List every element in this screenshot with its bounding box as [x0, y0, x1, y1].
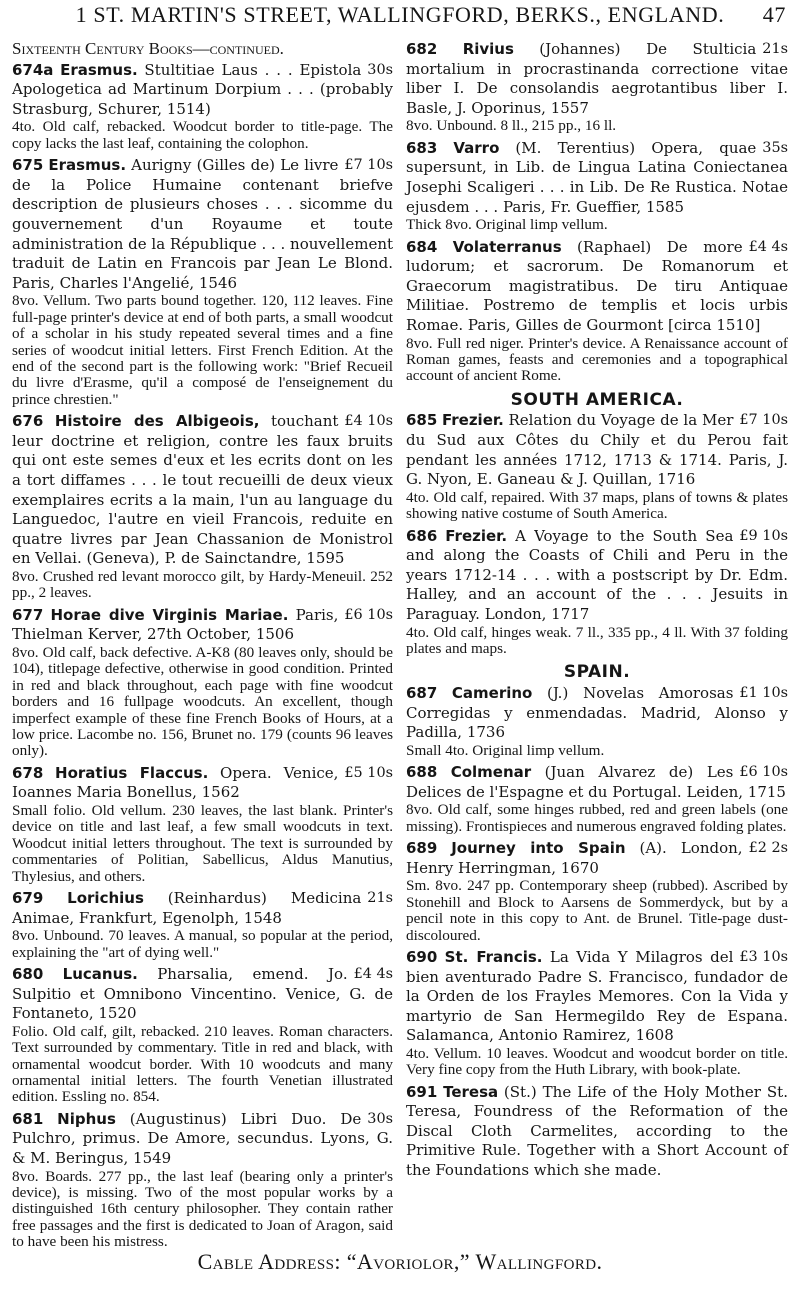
- catalogue-entry: [12, 412, 393, 602]
- entry-price: 21s: [367, 890, 393, 906]
- catalogue-entry: [12, 1110, 393, 1251]
- entry-title: (Juan Alvarez de) Les Delices de l'Espagne et du Portugal. Leiden, 1715: [406, 763, 786, 801]
- entry-price: £4 4s: [353, 966, 393, 982]
- subheading-south-america: SOUTH AMERICA.: [510, 389, 684, 410]
- right-column: [406, 40, 788, 1185]
- entry-description: 8vo. Unbound. 8 ll., 215 pp., 16 ll.: [406, 117, 617, 135]
- left-entries: [12, 61, 393, 1251]
- entry-heading: Erasmus.: [48, 156, 127, 175]
- entry-title: (Reinhardus) Medicina Animae, Frankfurt, Egenolph, 1548: [12, 889, 362, 927]
- entry-description: 8vo. Old calf, some hinges rubbed, red and green labels (one missing). Frontispieces and numerous engraved folding plates.: [406, 801, 788, 835]
- entry-number: 688: [406, 763, 438, 782]
- entry-title: Stultitiae Laus . . . Epistola Apologetica ad Martinum Dorpium . . . (probably Strasburg, Schurer, 1514): [12, 60, 393, 118]
- entry-description: 8vo. Vellum. Two parts bound together. 120, 112 leaves. Fine full-page printer's device at end of both parts, a small woodcut of a scholar in his study repeated several times and a fine series of woodcut initial letters. First French Edition. At the end of the second part is the following work: "Brief Recueil du livre d'Erasme, qu'il a composé de l'enseignement du prince chrestien.": [12, 292, 393, 408]
- catalogue-entry: [406, 139, 788, 234]
- page-number: 47: [762, 2, 786, 27]
- entry-heading: Lucanus.: [62, 965, 138, 983]
- entry-price: 30s: [367, 61, 393, 78]
- entry-title: A Voyage to the South Sea and along the Coasts of Chili and Peru in the years 1712-14 . . . with a postscript by Dr. Edm. Halley, and an account of the . . . Jesuits in Paraguay. London, 1717: [406, 526, 788, 623]
- entry-number: 684: [406, 237, 438, 256]
- entry-title: touchant leur doctrine et religion, contre les faux bruits qui ont este semes d'eux et les ecrits dont on les a tort diffames . . . le tout recueilli de deux vieux exemplaires ecrits a la main, l'un au language du Languedoc, l'autre en vieil Francois, reduite en quatre livres par Jean Chassanion de Monistrol en Vellai. (Geneva), P. de Sainctandre, 1595: [12, 412, 393, 568]
- entry-price: £6 10s: [739, 764, 788, 781]
- entry-price: £5 10s: [344, 764, 393, 781]
- entry-title: Aurigny (Gilles de) Le livre de la Police Humaine contenant briefve description de plusieurs choses . . . sicomme du gouvernement d'un Royaume et toute administration de la République . . . nouvellement traduit de Latin en Francois par Jean Le Blond. Paris, Charles l'Angelié, 1546: [12, 156, 394, 292]
- entry-number: 690: [406, 947, 438, 966]
- right-entries-c: [406, 684, 788, 1181]
- catalogue-entry: [12, 606, 393, 760]
- catalogue-entry: [406, 839, 788, 944]
- entry-number: 686: [406, 526, 438, 545]
- entry-title: Relation du Voyage de la Mer du Sud aux Côtes du Chily et du Perou fait pendant les années 1712, 1713 & 1714. Paris, J. G. Nyon, E. Ganeau & J. Quillan, 1716: [406, 411, 788, 489]
- entry-price: 21s: [762, 41, 788, 57]
- entry-title: (M. Terentius) Opera, quae supersunt, in Lib. de Lingua Latina Coniectanea Josephi Scaligeri . . . in Lib. De Re Rustica. Notae ejusdem . . . Paris, Fr. Gueffier, 1585: [406, 138, 788, 216]
- catalogue-entry: [406, 411, 788, 522]
- entry-heading: Frezier.: [445, 526, 508, 545]
- entry-number: 691: [406, 1082, 438, 1101]
- entry-title: (A). London, Henry Herringman, 1670: [406, 839, 743, 877]
- entry-price: £7 10s: [739, 412, 788, 429]
- entry-description: 4to. Old calf, hinges weak. 7 ll., 335 pp., 4 ll. With 37 folding plates and maps.: [406, 623, 788, 657]
- entry-title: Paris, Thielman Kerver, 27th October, 1506: [12, 605, 339, 644]
- entry-description: Small 4to. Original limp vellum.: [406, 741, 605, 759]
- entry-price: £6 10s: [344, 606, 393, 623]
- catalogue-entry: [12, 965, 393, 1106]
- entry-description: 8vo. Crushed red levant morocco gilt, by Hardy-Meneuil. 252 pp., 2 leaves.: [12, 567, 393, 602]
- entry-description: Sm. 8vo. 247 pp. Contemporary sheep (rubbed). Ascribed by Stonehill and Block to Aarsens de Sommerdyck, but by a pencil note in this copy to Ant. de Brunel. Title-page dust-discoloured.: [406, 877, 788, 944]
- entry-description: 4to. Old calf, rebacked. Woodcut border to title-page. The copy lacks the last leaf, containing the colophon.: [12, 118, 393, 152]
- entry-title: La Vida Y Milagros del bien aventurado Padre S. Francisco, fundador de la Orden de los Frayles Memores. Con la Vida y martyrio de San Hermegildo Rey de Espana. Salamanca, Antonio Ramirez, 1608: [406, 947, 788, 1045]
- catalogue-entry: [406, 684, 788, 759]
- entry-price: £9 10s: [739, 527, 788, 544]
- catalogue-entry: [406, 40, 788, 135]
- entry-heading: Histoire des Albigeois,: [54, 412, 260, 431]
- entry-description: 8vo. Full red niger. Printer's device. A Renaissance account of Roman games, feasts and ceremonies and a topographical account of ancient Rome.: [406, 334, 788, 385]
- left-column: [12, 40, 393, 1255]
- entry-title: (Johannes) De Stulticia mortalium in procrastinanda correctione vitae liber I. De consolandis aegrotantibus liber I. Basle, J. Oporinus, 1557: [406, 40, 788, 117]
- catalogue-entry: [406, 763, 788, 835]
- entry-title: Opera. Venice, Ioannes Maria Bonellus, 1562: [12, 763, 339, 802]
- entry-number: 675: [12, 156, 44, 175]
- page-header: [0, 2, 800, 28]
- entry-heading: Volaterranus: [452, 237, 562, 256]
- entry-title: Pharsalia, emend. Jo. Sulpitio et Omnibono Vincentino. Venice, G. de Fontaneto, 1520: [12, 965, 393, 1023]
- entry-description: 4to. Vellum. 10 leaves. Woodcut and woodcut border on title. Very fine copy from the Huth Library, with book-plate.: [406, 1044, 788, 1079]
- section-title: Sixteenth Century Books—continued.: [12, 39, 284, 58]
- entry-heading: St. Francis.: [444, 947, 543, 966]
- catalogue-entry: [12, 156, 393, 408]
- entry-description: 4to. Old calf, repaired. With 37 maps, plans of towns & plates showing native costume of South America.: [406, 488, 788, 523]
- entry-title: (Raphael) De more ludorum; et sacrorum. De Romanorum et Graecorum magistratibus. De tiru Antiquae Militiae. Postremo de templis et locis urbis Romae. Paris, Gilles de Gourmont [circa 1510]: [406, 237, 788, 334]
- entry-heading: Frezier.: [441, 411, 504, 430]
- entry-number: 674a: [12, 60, 54, 79]
- entry-heading: Teresa: [443, 1082, 499, 1101]
- entry-heading: Niphus: [57, 1109, 116, 1128]
- right-entries-a: [406, 40, 788, 385]
- entry-description: Small folio. Old vellum. 230 leaves, the last blank. Printer's device on title and last leaf, a few small woodcuts in text. Woodcut initial letters throughout. The text is surrounded by commentaries of Politian, Sabellicus, Aldus Manutius, Thylesius, and others.: [12, 801, 393, 885]
- entry-heading: Horae dive Virginis Mariae.: [50, 605, 289, 624]
- entry-number: 680: [12, 965, 44, 983]
- entry-price: £3 10s: [739, 948, 788, 965]
- entry-number: 678: [12, 763, 44, 782]
- entry-heading: Varro: [453, 138, 500, 157]
- entry-description: 8vo. Boards. 277 pp., the last leaf (bearing only a printer's device), is missing. Two of the most popular works by a distinguished 16th century philosopher. They contain rather free passages and the first is dedicated to Joan of Aragon, said to have been his mistress.: [12, 1167, 393, 1251]
- entry-price: £4 4s: [748, 238, 788, 255]
- catalogue-entry: [12, 61, 393, 153]
- entry-number: 677: [12, 605, 44, 624]
- entry-price: £7 10s: [344, 157, 393, 174]
- entry-number: 681: [12, 1109, 44, 1128]
- catalogue-entry: [406, 948, 788, 1079]
- entry-description: Folio. Old calf, gilt, rebacked. 210 leaves. Roman characters. Text surrounded by commentary. Title in red and black, with ornamental woodcut border. With 10 woodcuts and many ornamental initial letters. The fourth Venetian illustrated edition. Essling no. 854.: [12, 1022, 393, 1106]
- entry-number: 685: [406, 411, 438, 430]
- entry-title: (St.) The Life of the Holy Mother St. Teresa, Foundress of the Reformation of the Discal Cloth Carmelites, according to the Primitive Rule. Together with a Short Account of the Foundations which she made.: [406, 1082, 788, 1180]
- right-entries-b: [406, 411, 788, 657]
- catalogue-entry: [406, 527, 788, 658]
- entry-number: 687: [406, 683, 438, 702]
- entry-title: (J.) Novelas Amorosas Corregidas y enmendadas. Madrid, Alonso y Padilla, 1736: [406, 683, 788, 742]
- entry-heading: Colmenar: [450, 763, 532, 782]
- entry-description: 8vo. Unbound. 70 leaves. A manual, so popular at the period, explaining the "art of dying well.": [12, 927, 393, 961]
- entry-price: £1 10s: [739, 684, 788, 701]
- entry-description: Thick 8vo. Original limp vellum.: [406, 216, 608, 234]
- entry-number: 689: [406, 839, 438, 858]
- catalogue-entry: [406, 1083, 788, 1181]
- entry-heading: Horatius Flaccus.: [55, 763, 209, 782]
- entry-number: 682: [406, 40, 438, 58]
- entry-description: 8vo. Old calf, back defective. A-K8 (80 leaves only, should be 104), titlepage defective, otherwise in good condition. Printed in red and black throughout, each page with fine woodcut borders and 16 fullpage woodcuts. An excellent, though imperfect example of these fine French Books of Hours, at a low price. Lacombe no. 156, Brunet no. 179 (counts 96 leaves only).: [12, 643, 393, 760]
- header-address: 1 ST. MARTIN'S STREET, WALLINGFORD, BERKS., ENGLAND.: [75, 2, 725, 27]
- entry-heading: Lorichius: [67, 889, 144, 907]
- entry-price: 30s: [367, 1110, 393, 1127]
- entry-heading: Camerino: [451, 683, 533, 702]
- entry-number: 679: [12, 889, 44, 907]
- subheading-spain: SPAIN.: [563, 662, 631, 683]
- entry-heading: Journey into Spain: [451, 839, 626, 858]
- page-footer: Cable Address: “Avoriolor,” Wallingford.: [197, 1249, 603, 1274]
- entry-number: 676: [12, 412, 44, 431]
- entry-heading: Rivius: [462, 40, 514, 58]
- catalogue-entry: [12, 764, 393, 885]
- entry-price: £4 10s: [344, 413, 393, 430]
- entry-number: 683: [406, 138, 438, 157]
- catalogue-entry: [12, 889, 393, 961]
- entry-price: 35s: [762, 139, 788, 156]
- entry-title: (Augustinus) Libri Duo. De Pulchro, primus. De Amore, secundus. Lyons, G. & M. Beringus, 1549: [12, 1109, 393, 1167]
- entry-heading: Erasmus.: [60, 60, 138, 79]
- catalogue-entry: [406, 238, 788, 385]
- entry-price: £2 2s: [748, 840, 788, 857]
